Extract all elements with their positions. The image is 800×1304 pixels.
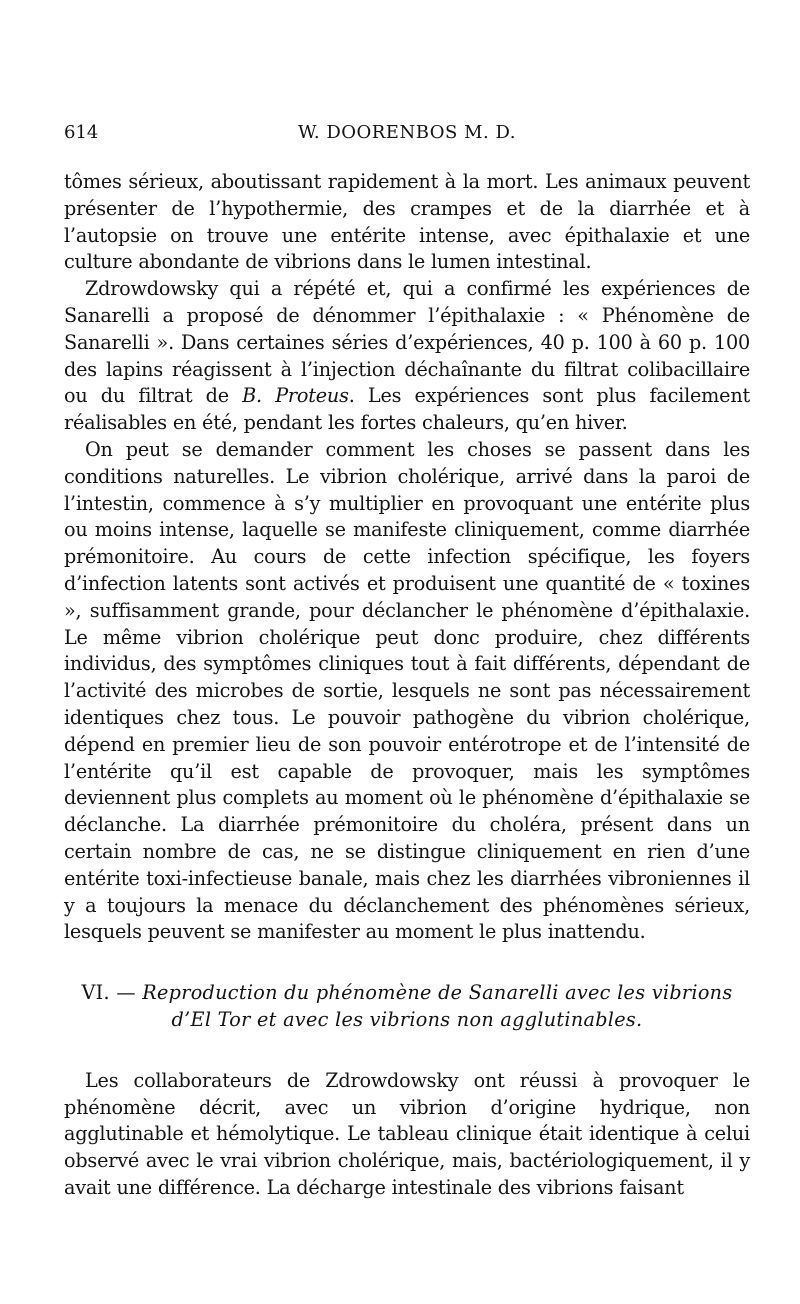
section-body [64,1068,750,1202]
page-number: 614 [64,122,99,143]
body-text [64,169,750,1202]
section-number: VI. — [81,981,136,1005]
paragraph-3: On peut se demander comment les choses se passent dans les conditions naturelles. Le vibrion cholérique, arrivé dans la paroi de l’intestin, commence à s’y multiplier en provoquant une entérite plus ou moins intense, laquelle se manifeste cliniquement, comme diarrhée prémonitoire. Au cours de cette infection spécifique, les foyers d’infection latents sont activés et produisent une quantité de « toxines », suffisamment grande, pour déclancher le phénomène d’épithalaxie. Le même vibrion cholérique peut donc produire, chez différents individus, des symptômes cliniques tout à fait différents, dépendant de l’activité des microbes de sortie, lesquels ne sont pas nécessairement identiques chez tous. Le pouvoir pathogène du vibrion cholérique, dépend en premier lieu de son pouvoir entérotrope et de l’intensité de l’entérite qu’il est capable de provoquer, mais les symptômes deviennent plus complets au moment où le phénomène d’épithalaxie se déclanche. La diarrhée prémonitoire du choléra, présent dans un certain nombre de cas, ne se distingue cliniquement en rien d’une entérite toxi-infectieuse banale, mais chez les diarrhées vibroniennes il y a toujours la menace du déclanchement des phénomènes sérieux, lesquels peuvent se manifester au moment le plus inattendu. [64,437,750,944]
section-title: Reproduction du phénomène de Sanarelli avec les vibrions d’El Tor et avec les vibrions non agglutinables. [142,981,733,1031]
running-head [64,118,750,148]
paragraph-1: tômes sérieux, aboutissant rapidement à la mort. Les animaux peuvent présenter de l’hypothermie, des crampes et de la diarrhée et à l’autopsie on trouve une entérite intense, avec épithalaxie et une culture abondante de vibrions dans le lumen intestinal. [64,170,750,274]
section-paragraph-1: Les collaborateurs de Zdrowdowsky ont réussi à provoquer le phénomène décrit, avec un vibrion d’origine hydrique, non agglutinable et hémolytique. Le tableau clinique était identique à celui observé avec le vrai vibrion cholérique, mais, bactériologiquement, il y avait une différence. La décharge intestinale des vibrions faisant [64,1068,750,1199]
paragraph-2-text-b: . Les expériences sont plus facilement réalisables en été, pendant les fortes chaleurs, qu’en hiver. [64,384,751,435]
running-head-author: W. DOORENBOS M. D. [298,122,516,143]
species-name: B. Proteus [242,384,349,408]
paragraph-2-text-a: Zdrowdowsky qui a répété et, qui a confirmé les expériences de Sanarelli a proposé de dénommer l’épithalaxie : « Phénomène de Sanarelli ». Dans certaines séries d’expériences, 40 p. 100 à 60 p. 100 des lapins réagissent à l’injection déchaînante du filtrat colibacillaire ou du filtrat de [64,277,750,408]
section-heading [64,980,750,1034]
paragraph-2 [64,276,750,437]
page [64,118,750,1202]
